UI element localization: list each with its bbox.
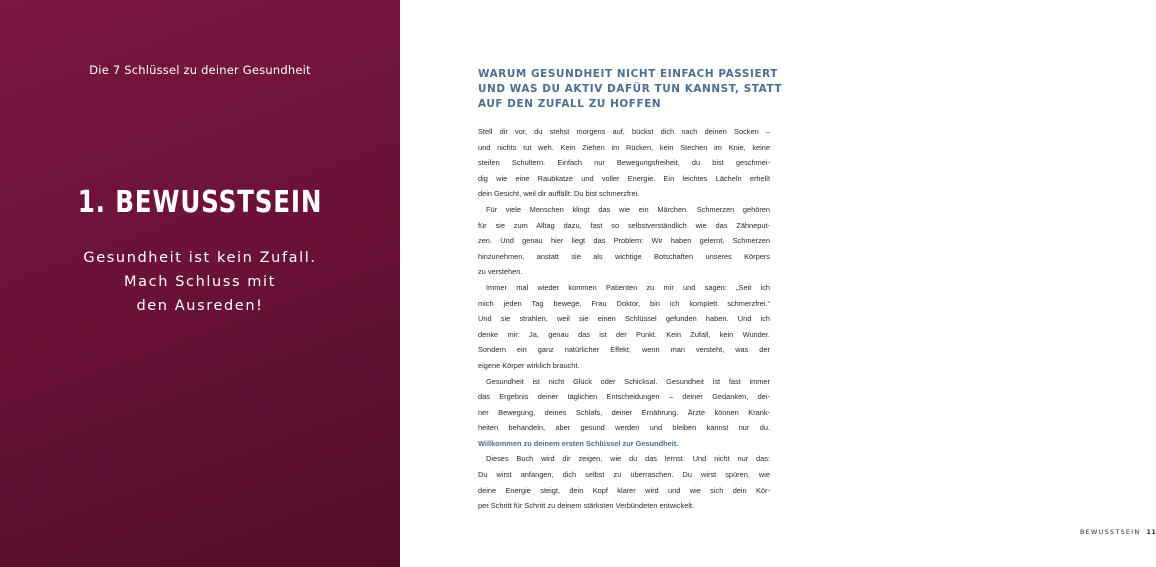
text-page (400, 0, 1156, 567)
highlighted-line: Willkommen zu deinem ersten Schlüssel zur Gesundheit. (478, 438, 679, 448)
body-line: Du wirst anfangen, dich selbst zu überraschen. Du wirst spüren, wie (478, 470, 770, 480)
body-line: Stell dir vor, du stehst morgens auf, bückst dich nach deinen Socken – (478, 127, 770, 136)
body-line: Für viele Menschen klingt das wie ein Märchen. Schmerzen gehören (486, 204, 770, 214)
body-line: Und sie strahlen, weil sie einen Schlüssel gefunden haben. Und ich (478, 314, 770, 324)
body-line: denke mir: Ja, genau das ist der Punkt. Kein Zufall, kein Wunder. (478, 329, 770, 339)
body-line: das Ergebnis deiner täglichen Entscheidungen – deiner Gedanken, dei- (478, 392, 770, 402)
chapter-title: 1. BEWUSSTSEIN (77, 185, 323, 220)
body-line: steifen Schultern. Einfach nur Bewegungsfreiheit, du bist geschmei- (478, 158, 770, 168)
running-footer-label: BEWUSSTSEIN (1080, 528, 1141, 536)
heading-line: WARUM GESUNDHEIT NICHT EINFACH PASSIERT (478, 68, 778, 80)
body-line: Gesundheit ist nicht Glück oder Schicksal. Gesundheit ist fast immer (486, 376, 770, 386)
body-line: heiten behandeln, aber gesund werden und bleiben kannst nur du. (478, 423, 770, 433)
heading-line: UND WAS DU AKTIV DAFÜR TUN KANNST, STATT (478, 83, 783, 95)
body-line: Immer mal wieder kommen Patienten zu mir und sagen: „Seit ich (486, 282, 770, 292)
body-line: per Schritt für Schritt zu deinem stärksten Verbündeten entwickelt. (478, 501, 695, 511)
body-line: dein Gesicht, weil dir auffällt: Du bist schmerzfrei. (478, 189, 640, 199)
body-line: eigene Körper wirklich braucht. (478, 360, 580, 370)
page-footer (1080, 528, 1156, 536)
series-title: Die 7 Schlüssel zu deiner Gesundheit (89, 63, 311, 77)
body-line: mich jeden Tag bewege, Frau Doktor, bin ich komplett schmerzfrei.“ (478, 298, 770, 308)
body-line: hinzunehmen, anstatt sie als wichtige Botschaften unseres Körpers (478, 251, 770, 261)
chapter-tagline (0, 246, 400, 318)
heading-line: AUF DEN ZUFALL ZU HOFFEN (478, 98, 662, 110)
body-line: zen. Und genau hier liegt das Problem: Wir haben gelernt, Schmerzen (478, 236, 770, 246)
tagline-line: den Ausreden! (136, 298, 264, 314)
tagline-line: Mach Schluss mit (124, 274, 276, 290)
body-line: für sie zum Alltag dazu, fast so selbstverständlich wie das Zähneput- (478, 220, 770, 230)
section-heading (478, 67, 783, 112)
body-line: deine Energie steigt, dein Kopf klarer wird und wie sich dein Kör- (478, 485, 770, 495)
page-number: 11 (1146, 528, 1156, 536)
chapter-opener-page (0, 0, 400, 567)
body-line: ner Bewegung, deines Schlafs, deiner Ernährung. Ärzte können Krank- (478, 407, 770, 417)
body-line: und nichts tut weh. Kein Ziehen im Rücken, kein Stechen im Knie, keine (478, 142, 770, 152)
body-line: Sondern ein ganz natürlicher Effekt, wenn man versteht, was der (478, 345, 770, 355)
body-line: Dieses Buch wird dir zeigen, wie du das lernst. Und nicht nur das: (486, 454, 770, 464)
body-line: zu verstehen. (478, 267, 523, 277)
body-line: dig wie eine Raubkatze und voller Energie. Ein leichtes Lächeln erhellt (478, 173, 770, 183)
body-text (478, 124, 770, 514)
tagline-line: Gesundheit ist kein Zufall. (83, 250, 317, 266)
